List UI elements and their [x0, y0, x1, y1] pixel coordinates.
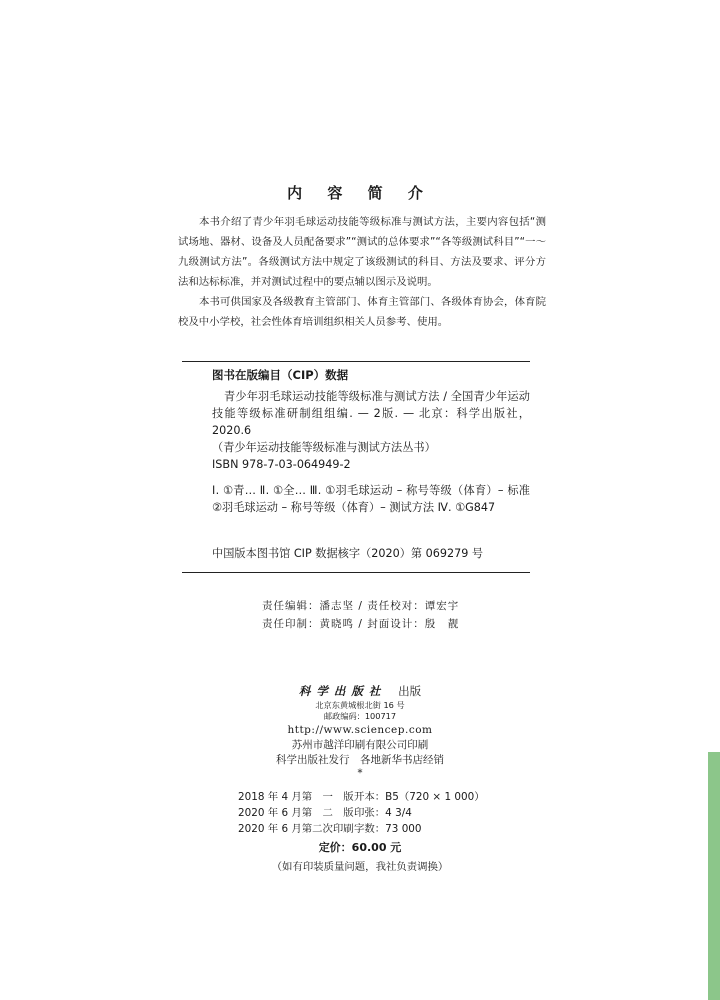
price: 定价：60.00 元	[318, 841, 402, 854]
edition-date: 2020 年 6 月第二次印刷	[238, 823, 354, 835]
cip-number: 中国版本图书馆 CIP 数据核字（2020）第 069279 号	[212, 547, 484, 560]
side-color-tab	[708, 752, 720, 1000]
publisher-suffix: 出版	[398, 684, 422, 698]
edition-info	[238, 789, 485, 837]
edition-spec: 印张：4 3/4	[354, 807, 412, 819]
edition-date: 2020 年 6 月第 二 版	[238, 807, 354, 819]
publisher-address: 北京东黄城根北街 16 号	[315, 700, 405, 710]
separator-asterisk: *	[357, 768, 363, 779]
intro-title: 内 容 简 介	[287, 184, 433, 202]
edition-date: 2018 年 4 月第 一 版	[238, 791, 354, 803]
edition-row	[238, 821, 485, 837]
distribution: 科学出版社发行 各地新华书店经销	[276, 754, 444, 766]
publisher-address-block	[0, 700, 720, 722]
cip-top-rule	[182, 361, 530, 362]
publisher-name: 科学出版社	[298, 684, 387, 698]
publisher-line	[0, 683, 720, 699]
cip-series: （青少年运动技能等级标准与测试方法丛书）	[212, 441, 436, 454]
edition-spec: 字数：73 000	[354, 823, 422, 835]
intro-text	[178, 212, 546, 332]
edition-spec: 开本：B5（720 × 1 000）	[354, 791, 485, 803]
edition-row	[238, 805, 485, 821]
cip-heading: 图书在版编目（CIP）数据	[212, 368, 349, 382]
quality-notice: （如有印装质量问题，我社负责调换）	[271, 861, 449, 873]
cip-bottom-rule	[182, 572, 530, 573]
intro-paragraph: 本书介绍了青少年羽毛球运动技能等级标准与测试方法，主要内容包括“测试场地、器材、设备及人员配备要求”“测试的总体要求”“各等级测试科目”“一～九级测试方法”。各级测试方法中规定了该级测试的科目、方法及要求、评分方法和达标标准，并对测试过程中的要点辅以图示及说明。	[178, 216, 546, 288]
cip-subjects: Ⅰ. ①青… Ⅱ. ①全… Ⅲ. ①羽毛球运动 – 称号等级（体育）– 标准 ②羽毛球运动 – 称号等级（体育）– 测试方法 Ⅳ. ①G847	[212, 484, 530, 514]
printer: 苏州市越洋印刷有限公司印刷	[291, 739, 429, 751]
cip-isbn: ISBN 978-7-03-064949-2	[212, 458, 351, 471]
editorial-credits	[262, 597, 459, 633]
credits-line: 责任印制：黄晓鸣 / 封面设计：殷 靓	[262, 618, 460, 630]
printing-block	[0, 723, 720, 768]
cip-entry: 青少年羽毛球运动技能等级标准与测试方法 / 全国青少年运动技能等级标准研制组组编. — 2版. — 北京：科学出版社，2020.6	[212, 390, 530, 437]
credits-line: 责任编辑：潘志坚 / 责任校对：谭宏宇	[262, 600, 460, 612]
publisher-url: http://www.sciencep.com	[287, 724, 433, 736]
intro-paragraph: 本书可供国家及各级教育主管部门、体育主管部门、各级体育协会，体育院校及中小学校，社会性体育培训组织相关人员参考、使用。	[178, 296, 546, 328]
cip-record	[212, 388, 530, 516]
edition-row	[238, 789, 485, 805]
publisher-postcode: 邮政编码：100717	[323, 711, 397, 721]
